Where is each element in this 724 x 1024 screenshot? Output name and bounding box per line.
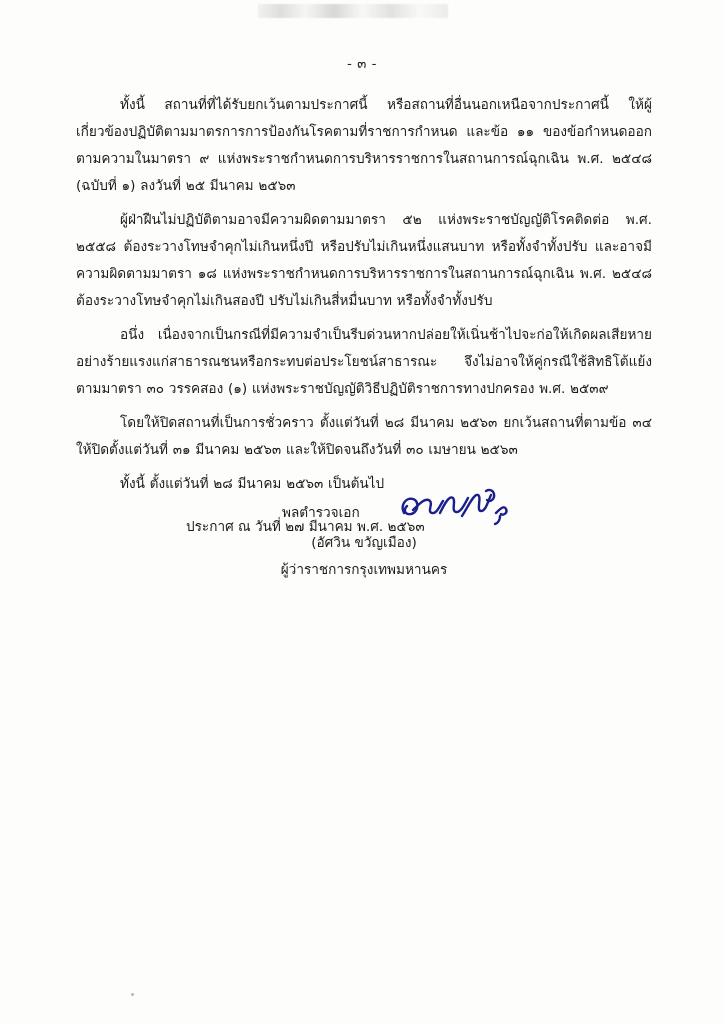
scan-artifact	[258, 4, 448, 18]
page-number: - ๓ -	[346, 56, 378, 72]
signature-rank: พลตำรวจเอก	[282, 505, 360, 521]
scan-speck	[131, 993, 134, 996]
paragraph-4: โดยให้ปิดสถานที่เป็นการชั่วคราว ตั้งแต่วันที่ ๒๘ มีนาคม ๒๕๖๓ ยกเว้นสถานที่ตามข้อ ๓๔ ให้ปิดตั้งแต่วันที่ ๓๑ มีนาคม ๒๕๖๓ และให้ปิดจนถึงวันที่ ๓๐ เมษายน ๒๕๖๓	[76, 415, 652, 458]
paragraph-5: ทั้งนี้ ตั้งแต่วันที่ ๒๘ มีนาคม ๒๕๖๓ เป็นต้นไป	[120, 476, 385, 492]
paragraph-1: ทั้งนี้ สถานที่ที่ได้รับยกเว้นตามประกาศนี้ หรือสถานที่อื่นนอกเหนือจากประกาศนี้ ให้ผู้เกี่ยวข้องปฏิบัติตามมาตรการการป้องกันโรคตามที่ราชการกำหนด และข้อ ๑๑ ของข้อกำหนดออกตามความในมาตรา ๙ แห่งพระราชกำหนดการบริหารราชการในสถานการณ์ฉุกเฉิน พ.ศ. ๒๕๔๘ (ฉบับที่ ๑) ลงวันที่ ๒๕ มีนาคม ๒๕๖๓	[76, 97, 652, 194]
paragraph-2: ผู้ฝ่าฝืนไม่ปฏิบัติตามอาจมีความผิดตามมาตรา ๕๒ แห่งพระราชบัญญัติโรคติดต่อ พ.ศ. ๒๕๕๘ ต้องระวางโทษจำคุกไม่เกินหนึ่งปี หรือปรับไม่เกินหนึ่งแสนบาท หรือทั้งจำทั้งปรับ และอาจมีความผิดตามมาตรา ๑๘ แห่งพระราชกำหนดการบริหารราชการในสถานการณ์ฉุกเฉิน พ.ศ. ๒๕๔๘ ต้องระวางโทษจำคุกไม่เกินสองปี ปรับไม่เกินสี่หมื่นบาท หรือทั้งจำทั้งปรับ	[76, 212, 652, 309]
handwritten-signature-icon	[396, 483, 516, 535]
signature-name: (อัศวิน ขวัญเมือง)	[311, 535, 417, 551]
document-body	[76, 92, 652, 541]
signature-block	[76, 495, 652, 580]
announcement-date-line: ประกาศ ณ วันที่ ๒๗ มีนาคม พ.ศ. ๒๕๖๓	[186, 519, 425, 535]
paragraph-3: อนึ่ง เนื่องจากเป็นกรณีที่มีความจำเป็นรีบด่วนหากปล่อยให้เนิ่นช้าไปจะก่อให้เกิดผลเสียหายอย่างร้ายแรงแก่สาธารณชนหรือกระทบต่อประโยชน์สาธารณะ จึงไม่อาจให้คู่กรณีใช้สิทธิโต้แย้ง ตามมาตรา ๓๐ วรรคสอง (๑) แห่งพระราชบัญญัติวิธีปฏิบัติราชการทางปกครอง พ.ศ. ๒๕๓๙	[76, 327, 652, 397]
signature-rank-row	[76, 495, 652, 529]
signature-title: ผู้ว่าราชการกรุงเทพมหานคร	[280, 562, 448, 578]
